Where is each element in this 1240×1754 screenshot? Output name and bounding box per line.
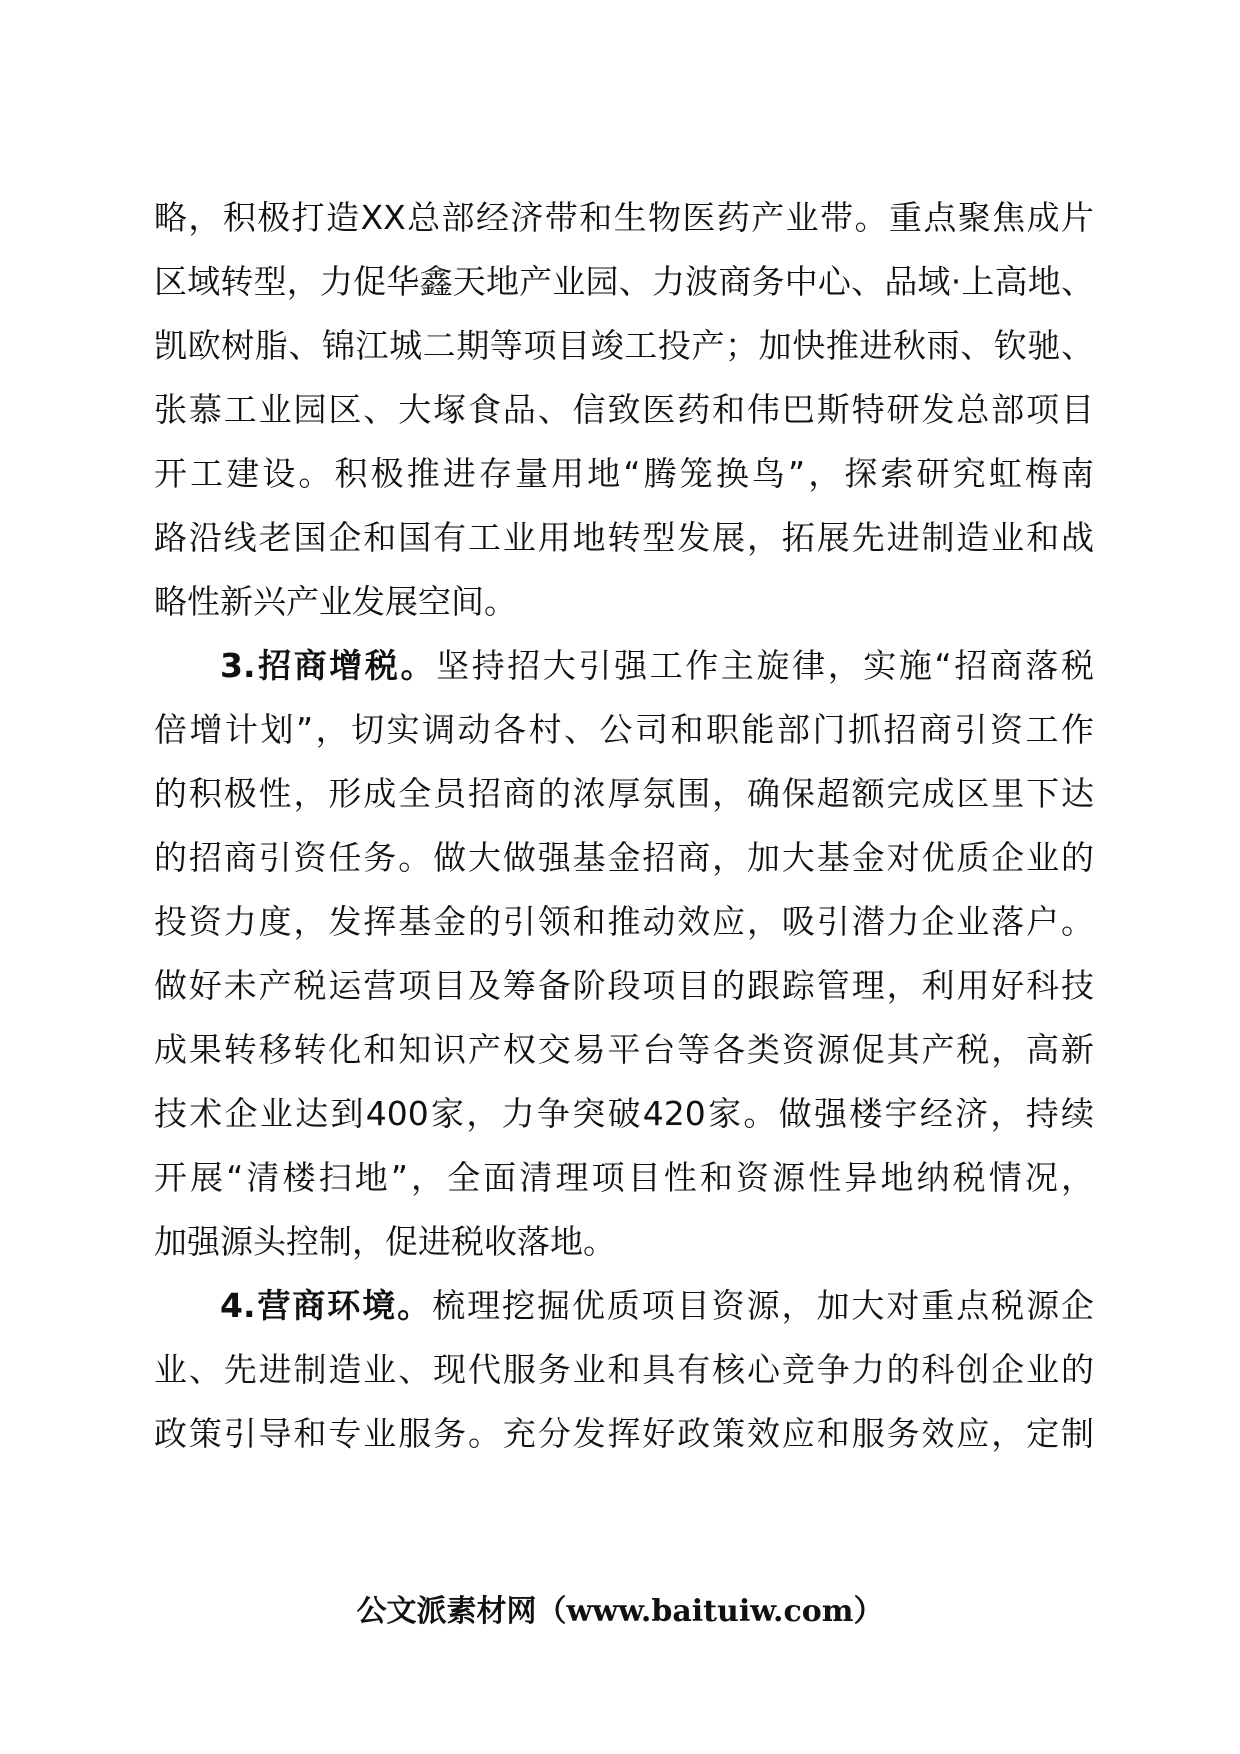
paragraph-2-line-5: 投资力度，发挥基金的引领和推动效应，吸引潜力企业落户。 xyxy=(154,902,1094,941)
paragraph-1-line-5: 开工建设。积极推进存量用地“腾笼换鸟”，探索研究虹梅南 xyxy=(154,454,1094,493)
paragraph-2-line-2: 倍增计划”，切实调动各村、公司和职能部门抓招商引资工作 xyxy=(154,710,1094,749)
paragraph-2-line-1-text: 坚持招大引强工作主旋律，实施“招商落税 xyxy=(436,646,1094,685)
footer-source-text: 公文派素材网（www.baituiw.com） xyxy=(356,1594,884,1629)
paragraph-2-line-10: 加强源头控制，促进税收落地。 xyxy=(154,1222,616,1261)
section-heading-3: 3.招商增税。 xyxy=(220,646,437,685)
paragraph-1-line-6: 路沿线老国企和国有工业用地转型发展，拓展先进制造业和战 xyxy=(154,518,1094,557)
paragraph-2-line-6: 做好未产税运营项目及筹备阶段项目的跟踪管理，利用好科技 xyxy=(154,966,1094,1005)
paragraph-2-line-1 xyxy=(220,634,1094,698)
paragraph-1-line-3: 凯欧树脂、锦江城二期等项目竣工投产；加快推进秋雨、钦驰、 xyxy=(154,326,1094,365)
section-heading-4: 4.营商环境。 xyxy=(220,1286,433,1325)
paragraph-3-line-1-text: 梳理挖掘优质项目资源，加大对重点税源企 xyxy=(432,1286,1094,1325)
paragraph-3-line-1 xyxy=(220,1274,1094,1338)
paragraph-2-line-8: 技术企业达到400家，力争突破420家。做强楼宇经济，持续 xyxy=(154,1094,1094,1133)
paragraph-1-line-1: 略，积极打造XX总部经济带和生物医药产业带。重点聚焦成片 xyxy=(154,198,1094,237)
paragraph-1-line-7: 略性新兴产业发展空间。 xyxy=(154,582,517,621)
paragraph-3-line-3: 政策引导和专业服务。充分发挥好政策效应和服务效应，定制 xyxy=(154,1414,1094,1453)
paragraph-2-line-9: 开展“清楼扫地”，全面清理项目性和资源性异地纳税情况， xyxy=(154,1158,1094,1197)
paragraph-3-line-2: 业、先进制造业、现代服务业和具有核心竞争力的科创企业的 xyxy=(154,1350,1094,1389)
paragraph-2-line-3: 的积极性，形成全员招商的浓厚氛围，确保超额完成区里下达 xyxy=(154,774,1094,813)
paragraph-1-line-4: 张慕工业园区、大塚食品、信致医药和伟巴斯特研发总部项目 xyxy=(154,390,1094,429)
paragraph-2-line-7: 成果转移转化和知识产权交易平台等各类资源促其产税，高新 xyxy=(154,1030,1094,1069)
paragraph-1-line-2: 区域转型，力促华鑫天地产业园、力波商务中心、品域·上高地、 xyxy=(154,262,1094,301)
paragraph-2-line-4: 的招商引资任务。做大做强基金招商，加大基金对优质企业的 xyxy=(154,838,1094,877)
